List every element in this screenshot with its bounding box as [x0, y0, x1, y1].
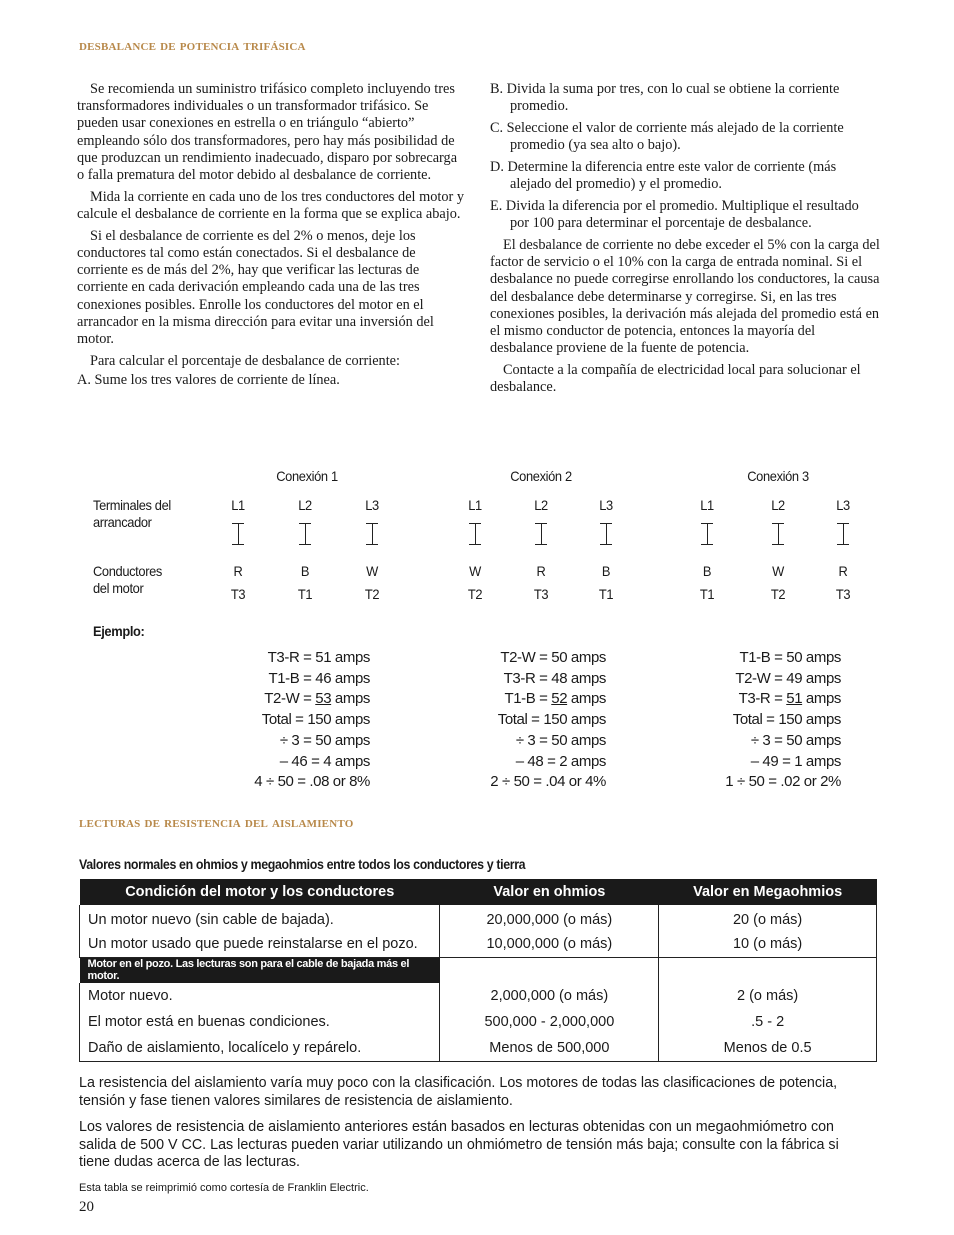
- table-cell: 2 (o más): [659, 983, 877, 1009]
- lead-color: B: [601, 563, 611, 579]
- column-header: Valor en Megaohmios: [659, 879, 877, 905]
- terminal-connector-symbol: [232, 523, 244, 545]
- right-column: [490, 81, 880, 401]
- table-cell: Un motor usado que puede reinstalarse en el pozo.: [80, 931, 440, 957]
- paragraph: Mida la corriente en cada uno de los tres conductores del motor y calcule el desbalance de corriente en la forma que se explica abajo.: [77, 188, 464, 223]
- terminal-connector-symbol: [701, 523, 713, 545]
- table-cell: 2,000,000 (o más): [440, 983, 659, 1009]
- step-d: D. Determine la diferencia entre este valor de corriente (más alejado del promedio) y el promedio.: [490, 159, 837, 193]
- table-cell: 10,000,000 (o más): [440, 931, 659, 957]
- terminal-connector-symbol: [837, 523, 849, 545]
- example-line: – 48 = 2 amps: [515, 752, 606, 770]
- example-line: T1-B = 52 amps: [504, 690, 606, 708]
- step-a: A. Sume los tres valores de corriente de línea.: [77, 372, 340, 389]
- note-paragraph: Los valores de resistencia de aislamiento anteriores están basados en lecturas obtenidas con un megaohmiómetro con salida de 500 V CC. Las lecturas pueden variar utilizando un ohmiómetro de tensión más baja; consulte con la fábrica si tiene dudas acerca de las lecturas.: [79, 1119, 839, 1170]
- lead-color: B: [702, 563, 712, 579]
- table-cell: Motor nuevo.: [80, 983, 440, 1009]
- terminal-connector-symbol: [772, 523, 784, 545]
- table-row: [80, 1009, 877, 1035]
- example-line: T3-R = 48 amps: [503, 669, 606, 687]
- table-header-row: [80, 879, 877, 905]
- label-motor-leads: Conductores del motor: [93, 563, 162, 596]
- lead-number: T3: [533, 586, 549, 602]
- section-title-insulation-resistance: lecturas de resistencia del aislamiento: [79, 815, 354, 831]
- example-line: T1-B = 50 amps: [739, 649, 841, 666]
- table-credit: Esta tabla se reimprimió como cortesía de Franklin Electric.: [79, 1182, 369, 1194]
- connection-2-title: Conexión 2: [510, 468, 572, 484]
- example-line: ÷ 3 = 50 amps: [515, 731, 606, 749]
- table-row: [80, 1035, 877, 1061]
- table-row: [80, 931, 877, 957]
- example-line: 2 ÷ 50 = .04 or 4%: [490, 773, 606, 791]
- terminal-connector-symbol: [366, 523, 378, 545]
- connection-1-title: Conexión 1: [276, 468, 338, 484]
- terminal-connector-symbol: [299, 523, 311, 545]
- left-column: [77, 81, 467, 394]
- terminal-label: L2: [771, 497, 785, 513]
- table-cell: 500,000 - 2,000,000: [440, 1009, 659, 1035]
- table-cell: 20 (o más): [659, 905, 877, 931]
- table-cell-empty: [440, 957, 659, 983]
- example-line: T2-W = 50 amps: [500, 649, 606, 666]
- column-header: Valor en ohmios: [440, 879, 659, 905]
- example-label: Ejemplo:: [93, 623, 145, 639]
- terminal-label: L3: [365, 497, 379, 513]
- table-cell: 10 (o más): [659, 931, 877, 957]
- example-line: T2-W = 49 amps: [735, 669, 841, 687]
- example-line: Total = 150 amps: [497, 711, 606, 729]
- lead-color: R: [838, 563, 848, 579]
- lead-color: B: [300, 563, 310, 579]
- lead-number: T2: [364, 586, 380, 602]
- lead-color: R: [233, 563, 243, 579]
- column-header: Condición del motor y los conductores: [80, 879, 440, 905]
- example-line: Total = 150 amps: [261, 711, 370, 729]
- terminal-label: L1: [700, 497, 714, 513]
- insulation-resistance-table: [79, 879, 877, 1062]
- lead-color: W: [366, 563, 378, 579]
- lead-number: T2: [467, 586, 483, 602]
- terminal-connector-symbol: [600, 523, 612, 545]
- terminal-connector-symbol: [469, 523, 481, 545]
- label-starter-terminals: Terminales del arrancador: [93, 497, 171, 530]
- example-connection-1: [200, 648, 370, 793]
- example-line: T1-B = 46 amps: [268, 669, 370, 687]
- example-line: – 46 = 4 amps: [279, 752, 370, 770]
- terminal-connector-symbol: [535, 523, 547, 545]
- table-row: [80, 905, 877, 931]
- example-line: – 49 = 1 amps: [750, 752, 841, 770]
- terminal-label: L3: [836, 497, 850, 513]
- table-cell: El motor está en buenas condiciones.: [80, 1009, 440, 1035]
- table-cell: Menos de 500,000: [440, 1035, 659, 1061]
- example-line: T2-W = 53 amps: [264, 690, 370, 708]
- lead-number: T1: [699, 586, 715, 602]
- section-title-power-unbalance: desbalance de potencia trifásica: [79, 38, 306, 54]
- example-line: Total = 150 amps: [732, 711, 841, 729]
- terminal-label: L1: [231, 497, 245, 513]
- example-line: ÷ 3 = 50 amps: [279, 731, 370, 749]
- lead-number: T3: [230, 586, 246, 602]
- table-cell: Daño de aislamiento, localícelo y repárelo.: [80, 1035, 440, 1061]
- terminal-label: L1: [468, 497, 482, 513]
- table-cell: Menos de 0.5: [659, 1035, 877, 1061]
- lead-color: W: [772, 563, 784, 579]
- terminal-label: L2: [534, 497, 548, 513]
- example-line: 1 ÷ 50 = .02 or 2%: [725, 773, 841, 791]
- underlined-value: 52: [551, 690, 568, 708]
- lead-number: T1: [297, 586, 313, 602]
- paragraph: Si el desbalance de corriente es del 2% o menos, deje los conductores tal como están conectados. Si el desbalance de corriente es de más del 2%, hay que verificar las lecturas de corriente en cada derivación empleando cada una de las tres conexiones posibles. Enrolle los conductores del motor en el arrancador en la misma dirección para evitar una inversión del motor.: [77, 227, 434, 348]
- table-cell: Un motor nuevo (sin cable de bajada).: [80, 905, 440, 931]
- terminal-label: L2: [298, 497, 312, 513]
- connection-3-title: Conexión 3: [747, 468, 809, 484]
- example-line: 4 ÷ 50 = .08 or 8%: [254, 773, 370, 791]
- table-caption: Valores normales en ohmios y megaohmios entre todos los conductores y tierra: [79, 857, 526, 872]
- paragraph: El desbalance de corriente no debe exceder el 5% con la carga del factor de servicio o el 10% con la carga de entrada nominal. Si el desbalance no puede corregirse enrollando los conductores, la causa del desbalance debe determinarse y corregirse. Si, en las tres conexiones posibles, la derivación más alejada del promedio está en el mismo conductor de potencia, entonces la mayoría del desbalance proviene de la fuente de potencia.: [490, 237, 880, 357]
- lead-number: T2: [770, 586, 786, 602]
- terminal-label: L3: [599, 497, 613, 513]
- step-b: B. Divida la suma por tres, con lo cual se obtiene la corriente promedio.: [490, 81, 840, 115]
- example-connection-2: [436, 648, 606, 793]
- table-subheader-row: [80, 957, 877, 983]
- table-row: [80, 983, 877, 1009]
- paragraph: Se recomienda un suministro trifásico completo incluyendo tres transformadores individuales o un transformador trifásico. Se pueden usar conexiones en estrella o en triángulo “abierto” empleando sólo dos transformadores, pero hay más posibilidad de que produzcan un rendimiento inadecuado, disparo por sobrecarga o falla prematura del motor debido al desbalance de corriente.: [77, 81, 458, 184]
- step-e: E. Divida la diferencia por el promedio. Multiplique el resultado por 100 para determinar el porcentaje de desbalance.: [490, 198, 859, 232]
- table-cell-empty: [659, 957, 877, 983]
- example-line: T3-R = 51 amps: [267, 649, 370, 666]
- table-cell: .5 - 2: [659, 1009, 877, 1035]
- lead-color: W: [469, 563, 481, 579]
- paragraph: Para calcular el porcentaje de desbalance de corriente:: [90, 352, 400, 369]
- paragraph: Contacte a la compañía de electricidad local para solucionar el desbalance.: [490, 362, 861, 396]
- underlined-value: 53: [315, 690, 332, 708]
- underlined-value: 51: [786, 690, 803, 708]
- page-number: 20: [79, 1199, 94, 1215]
- table-subheader: Motor en el pozo. Las lecturas son para el cable de bajada más el motor.: [80, 957, 440, 983]
- example-line: T3-R = 51 amps: [738, 690, 841, 708]
- step-c: C. Seleccione el valor de corriente más alejado de la corriente promedio (ya sea alto o bajo).: [490, 120, 844, 154]
- lead-number: T3: [835, 586, 851, 602]
- lead-color: R: [536, 563, 546, 579]
- example-line: ÷ 3 = 50 amps: [750, 731, 841, 749]
- note-paragraph: La resistencia del aislamiento varía muy poco con la clasificación. Los motores de todas las clasificaciones de potencia, tensión y fase tienen valores similares de resistencia de aislamiento.: [79, 1075, 838, 1109]
- lead-number: T1: [598, 586, 614, 602]
- table-cell: 20,000,000 (o más): [440, 905, 659, 931]
- example-connection-3: [671, 648, 841, 793]
